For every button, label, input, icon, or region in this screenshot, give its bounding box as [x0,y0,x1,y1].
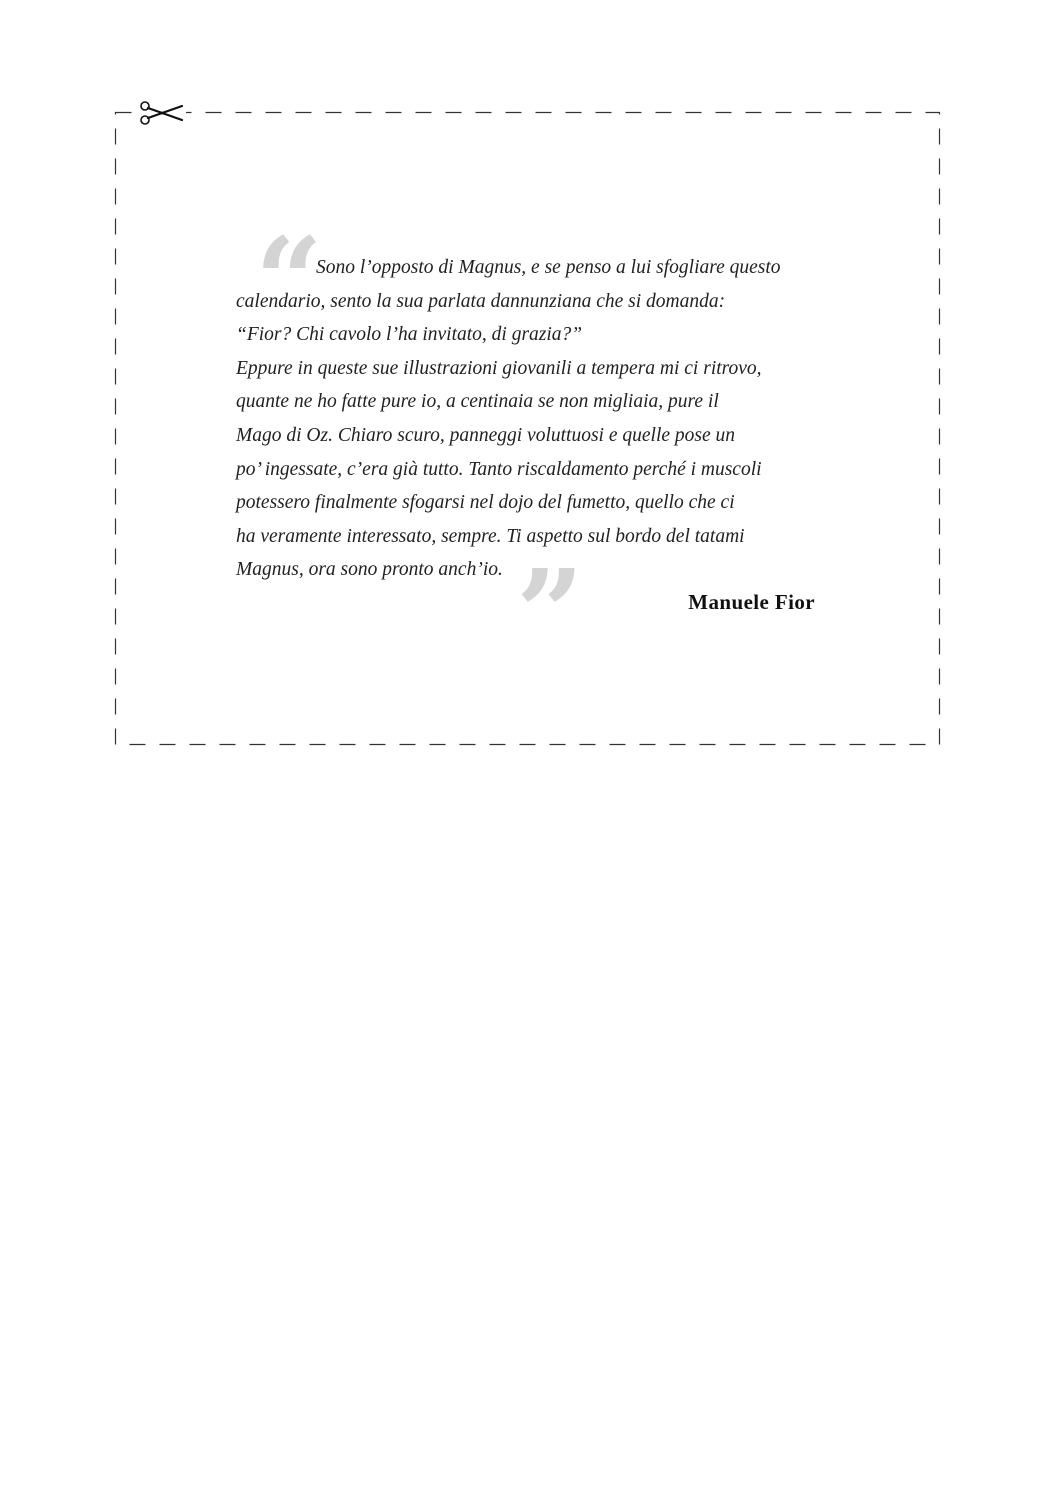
scissors-icon [136,98,186,128]
quote-line: Sono l’opposto di Magnus, e se penso a lui sfogliare questo [316,257,781,278]
quote-text [236,251,836,587]
close-quote-mark: ” [516,543,584,682]
quote-line: Eppure in queste sue illustrazioni giovanili a tempera mi ci ritrovo, [236,357,762,379]
quote-line: quante ne ho fatte pure io, a centinaia se non migliaia, pure il [236,391,719,413]
quote-line: po’ ingessate, c’era già tutto. Tanto riscaldamento perché i muscoli [236,458,762,480]
quote-line: “Fior? Chi cavolo l’ha invitato, di grazia?” [236,324,583,346]
quote-line: Magnus, ora sono pronto anch’io. [236,559,503,581]
quote-line: calendario, sento la sua parlata dannunziana che si domanda: [236,290,726,312]
quote-line: Mago di Oz. Chiaro scuro, panneggi voluttuosi e quelle pose un [236,424,736,446]
quote-author: Manuele Fior [688,590,815,614]
open-quote-mark: “ [255,211,323,350]
quote-line: potessero finalmente sfogarsi nel dojo del fumetto, quello che ci [236,492,735,514]
quote-line: ha veramente interessato, sempre. Ti aspetto sul bordo del tatami [236,525,745,547]
